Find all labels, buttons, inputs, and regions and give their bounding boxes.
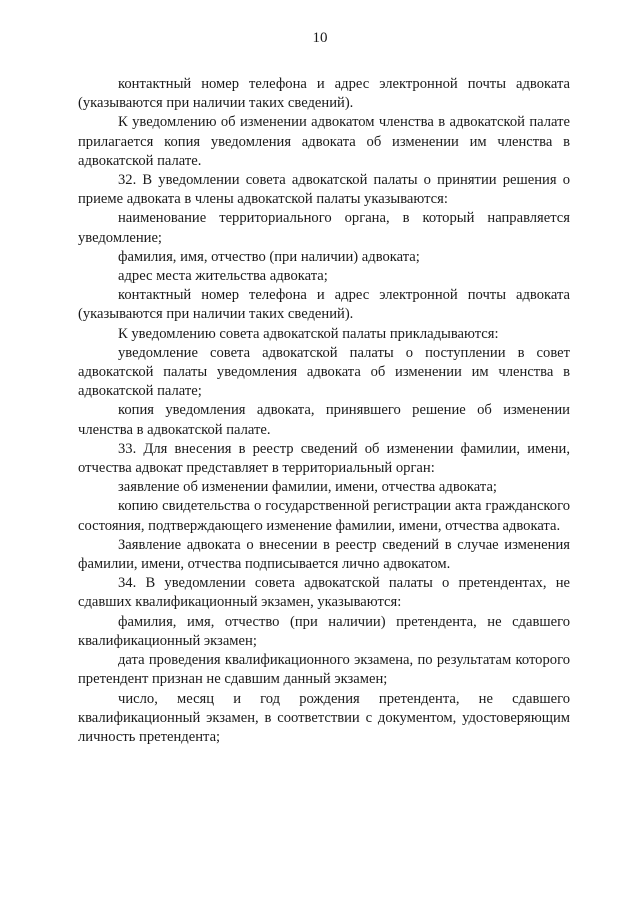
paragraph: копия уведомления адвоката, принявшего решение об изменении членства в адвокатской палате. (78, 402, 570, 438)
paragraph: 34. В уведомлении совета адвокатской палаты о претендентах, не сдавших квалификационный экзамен, указываются: (78, 575, 570, 611)
paragraph: контактный номер телефона и адрес электронной почты адвоката (указываются при наличии таких сведений). (78, 76, 570, 112)
page-number: 10 (312, 30, 328, 46)
paragraph: копию свидетельства о государственной регистрации акта гражданского состояния, подтверждающего изменение фамилии, имени, отчества адвоката. (78, 498, 570, 534)
paragraph: уведомление совета адвокатской палаты о поступлении в совет адвокатской палаты уведомления адвоката об изменении им членства в адвокатской палате; (78, 344, 570, 400)
paragraph: заявление об изменении фамилии, имени, отчества адвоката; (118, 479, 497, 496)
paragraph: фамилия, имя, отчество (при наличии) адвоката; (118, 248, 420, 265)
paragraph: число, месяц и год рождения претендента, не сдавшего квалификационный экзамен, в соответствии с документом, удостоверяющим личность претендента; (78, 690, 570, 745)
paragraph: контактный номер телефона и адрес электронной почты адвоката (указываются при наличии таких сведений). (78, 287, 570, 323)
paragraph: К уведомлению совета адвокатской палаты прикладываются: (118, 325, 499, 342)
paragraph: наименование территориального органа, в который направляется уведомление; (78, 210, 570, 246)
paragraph: дата проведения квалификационного экзамена, по результатам которого претендент признан не сдавшим данный экзамен; (78, 652, 570, 688)
paragraph: Заявление адвоката о внесении в реестр сведений в случае изменения фамилии, имени, отчества подписывается лично адвокатом. (78, 536, 570, 573)
paragraph: фамилия, имя, отчество (при наличии) претендента, не сдавшего квалификационный экзамен; (78, 613, 570, 649)
document-body (78, 75, 570, 747)
paragraph: К уведомлению об изменении адвокатом членства в адвокатской палате прилагается копия уведомления адвоката об изменении им членства в адвокатской палате. (78, 114, 570, 169)
paragraph: адрес места жительства адвоката; (118, 268, 328, 285)
paragraph: 33. Для внесения в реестр сведений об изменении фамилии, имени, отчества адвокат представляет в территориальный орган: (78, 440, 570, 477)
paragraph: 32. В уведомлении совета адвокатской палаты о принятии решения о приеме адвоката в члены адвокатской палаты указываются: (78, 172, 570, 208)
